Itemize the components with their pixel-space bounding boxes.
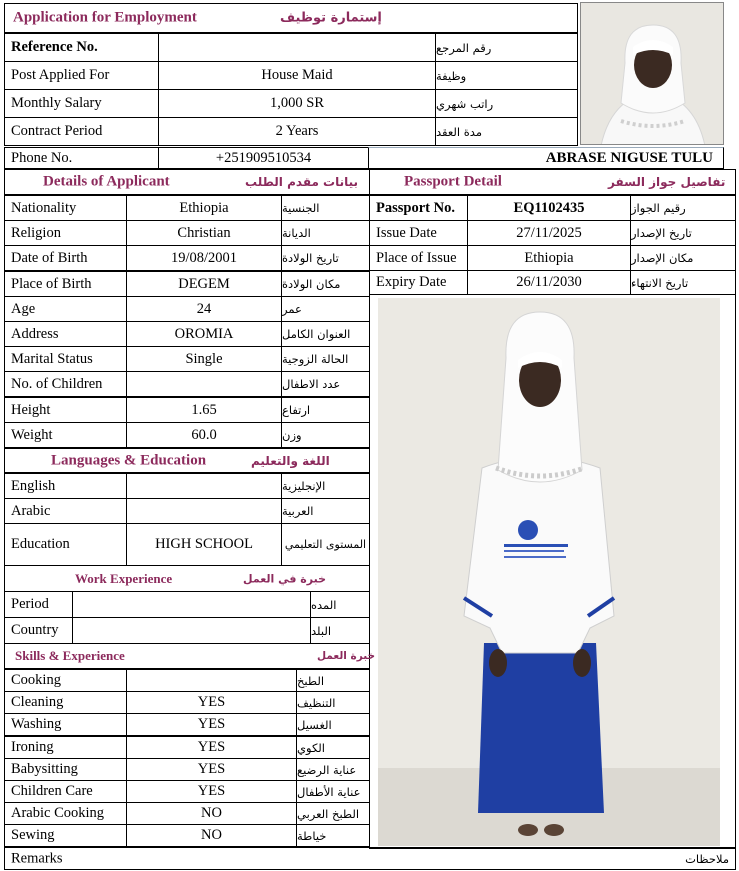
row-value xyxy=(158,33,436,62)
row-label-ar: رقم المرجع xyxy=(435,33,578,62)
row-value: YES xyxy=(126,691,297,714)
languages-title-en: Languages & Education xyxy=(51,452,207,468)
row-label: Weight xyxy=(4,422,127,448)
row-label: Babysitting xyxy=(4,758,127,781)
row-label: Height xyxy=(4,397,127,423)
row-label: Address xyxy=(4,321,127,347)
row-value: Single xyxy=(126,346,282,372)
row-label: Cooking xyxy=(4,669,127,692)
row-label-ar: ارتفاع xyxy=(281,397,370,423)
row-label: No. of Children xyxy=(4,371,127,397)
row-label: Contract Period xyxy=(4,117,159,146)
row-value: YES xyxy=(126,780,297,803)
row-value: EQ1102435 xyxy=(467,195,631,221)
row-label: Washing xyxy=(4,713,127,736)
row-label: Arabic Cooking xyxy=(4,802,127,825)
row-value: HIGH SCHOOL xyxy=(126,523,282,566)
row-value: NO xyxy=(126,802,297,825)
remarks-row xyxy=(4,847,736,870)
row-label: Sewing xyxy=(4,824,127,847)
row-value xyxy=(126,498,282,524)
row-label: Age xyxy=(4,296,127,322)
row-label: Place of Issue xyxy=(369,245,468,271)
passport-title-en: Passport Detail xyxy=(404,173,502,190)
row-value: YES xyxy=(126,736,297,759)
row-label: Monthly Salary xyxy=(4,89,159,118)
row-label-ar: عمر xyxy=(281,296,370,322)
row-label: Cleaning xyxy=(4,691,127,714)
row-label: Issue Date xyxy=(369,220,468,246)
application-title-ar: إستمارة توظيف xyxy=(280,10,382,26)
row-label: Post Applied For xyxy=(4,61,159,90)
details-title-ar: بيانات مقدم الطلب xyxy=(245,175,359,189)
application-header xyxy=(4,3,578,33)
row-value: YES xyxy=(126,713,297,736)
row-label-ar: عدد الاطفال xyxy=(281,371,370,397)
row-value xyxy=(126,473,282,499)
row-value: Christian xyxy=(126,220,282,246)
row-value: YES xyxy=(126,758,297,781)
row-label-ar: مدة العقد xyxy=(435,117,578,146)
remarks-label: Remarks xyxy=(11,850,63,866)
row-label: Reference No. xyxy=(4,33,159,62)
work-title-en: Work Experience xyxy=(75,570,173,586)
row-label-ar: الطبخ العربي xyxy=(296,802,370,825)
row-label-ar: الكوي xyxy=(296,736,370,759)
row-value: 19/08/2001 xyxy=(126,245,282,271)
row-value: OROMIA xyxy=(126,321,282,347)
row-label: Period xyxy=(4,591,73,618)
row-label-ar: وظيفة xyxy=(435,61,578,90)
row-label: Religion xyxy=(4,220,127,246)
skills-section-header xyxy=(4,643,376,669)
row-label: Passport No. xyxy=(369,195,468,221)
row-value: 2 Years xyxy=(158,117,436,146)
row-label-ar: العنوان الكامل xyxy=(281,321,370,347)
row-label: Children Care xyxy=(4,780,127,803)
headshot-photo xyxy=(580,2,724,145)
row-value: 1,000 SR xyxy=(158,89,436,118)
row-label-ar: مكان الولادة xyxy=(281,271,370,297)
row-value: DEGEM xyxy=(126,271,282,297)
phone-label: Phone No. xyxy=(4,147,159,169)
skills-title-en: Skills & Experience xyxy=(15,648,125,663)
row-value xyxy=(72,591,311,618)
row-value: Ethiopia xyxy=(467,245,631,271)
row-label-ar: تاريخ الولادة xyxy=(281,245,370,271)
row-value: 1.65 xyxy=(126,397,282,423)
row-label: Date of Birth xyxy=(4,245,127,271)
row-label-ar: البلد xyxy=(310,617,370,644)
row-value: 24 xyxy=(126,296,282,322)
row-label-ar: الجنسية xyxy=(281,195,370,221)
row-label-ar: خياطة xyxy=(296,824,370,847)
row-label: Arabic xyxy=(4,498,127,524)
phone-value: +251909510534 xyxy=(158,147,369,169)
skills-title-ar: خبرة العمل xyxy=(317,650,376,662)
languages-section-header xyxy=(4,448,370,473)
row-label: Nationality xyxy=(4,195,127,221)
row-label-ar: عناية الرضيع xyxy=(296,758,370,781)
row-value: 26/11/2030 xyxy=(467,270,631,295)
row-label-ar: التنظيف xyxy=(296,691,370,714)
row-label-ar: الطبخ xyxy=(296,669,370,692)
applicant-name: ABRASE NIGUSE TULU xyxy=(368,147,724,169)
work-title-ar: خبرة في العمل xyxy=(243,572,327,585)
row-label-ar: الحالة الزوجية xyxy=(281,346,370,372)
row-value xyxy=(72,617,311,644)
row-label-ar: رقيم الجواز xyxy=(630,195,736,221)
row-label-ar: راتب شهري xyxy=(435,89,578,118)
languages-title-ar: اللغة والتعليم xyxy=(251,453,330,468)
row-label: Education xyxy=(4,523,127,566)
row-label-ar: المده xyxy=(310,591,370,618)
row-label-ar: المستوى التعليمي xyxy=(281,523,370,566)
row-value: 60.0 xyxy=(126,422,282,448)
row-label-ar: الغسيل xyxy=(296,713,370,736)
row-label-ar: وزن xyxy=(281,422,370,448)
row-label: Marital Status xyxy=(4,346,127,372)
row-value: House Maid xyxy=(158,61,436,90)
row-value: NO xyxy=(126,824,297,847)
row-label-ar: الديانة xyxy=(281,220,370,246)
remarks-label-ar: ملاحظات xyxy=(685,851,729,866)
row-label: Place of Birth xyxy=(4,271,127,297)
row-label: Ironing xyxy=(4,736,127,759)
application-title-en: Application for Employment xyxy=(13,9,197,26)
row-value: Ethiopia xyxy=(126,195,282,221)
full-body-photo xyxy=(378,298,720,846)
row-label: Expiry Date xyxy=(369,270,468,295)
row-value: 27/11/2025 xyxy=(467,220,631,246)
passport-section-header xyxy=(369,169,736,195)
work-section-header xyxy=(4,565,370,592)
row-label-ar: عناية الأطفال xyxy=(296,780,370,803)
row-label-ar: الإنجليزية xyxy=(281,473,370,499)
row-label: Country xyxy=(4,617,73,644)
passport-title-ar: تفاصيل جواز السفر xyxy=(608,175,726,189)
row-label: English xyxy=(4,473,127,499)
row-label-ar: مكان الإصدار xyxy=(630,245,736,271)
row-value xyxy=(126,371,282,397)
row-label-ar: تاريخ الإصدار xyxy=(630,220,736,246)
details-title-en: Details of Applicant xyxy=(43,173,170,190)
details-section-header xyxy=(4,169,370,195)
row-label-ar: تاريخ الانتهاء xyxy=(630,270,736,295)
row-value xyxy=(126,669,297,692)
row-label-ar: العربية xyxy=(281,498,370,524)
